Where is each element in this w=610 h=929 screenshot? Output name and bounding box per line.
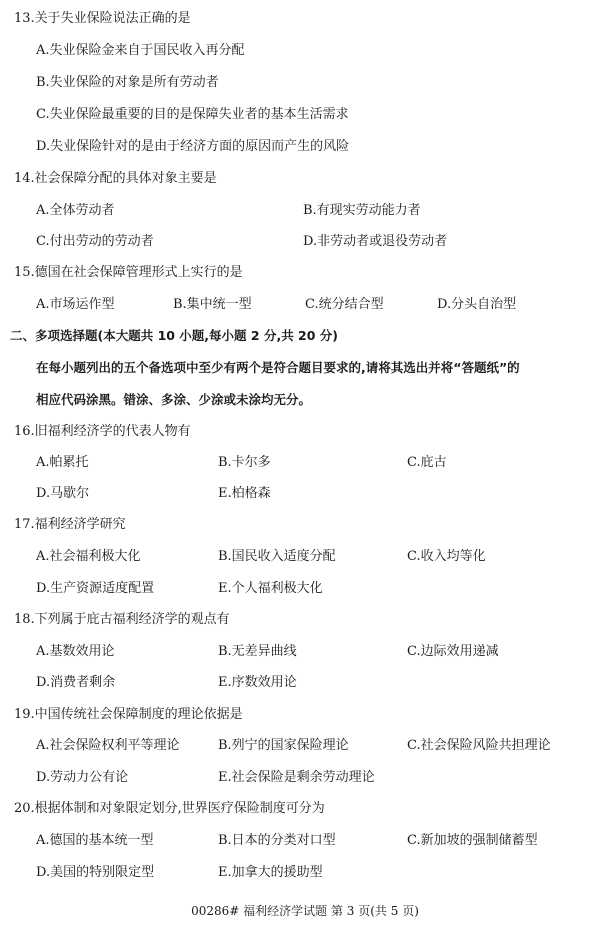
question-16-option-a: A.帕累托	[36, 455, 89, 470]
question-17-option-e: E.个人福利极大化	[218, 581, 323, 596]
section-2-title: 二、多项选择题(本大题共 10 小题,每小题 2 分,共 20 分)	[10, 328, 339, 343]
question-19-option-a: A.社会保险权利平等理论	[36, 738, 180, 753]
question-18-option-e: E.序数效用论	[218, 675, 297, 690]
question-17-option-b: B.国民收入适度分配	[218, 549, 336, 564]
question-18-option-d: D.消费者剩余	[36, 675, 116, 690]
question-15-option-c: C.统分结合型	[305, 297, 384, 312]
question-15-option-b: B.集中统一型	[173, 297, 252, 312]
question-15-option-a: A.市场运作型	[36, 297, 115, 312]
question-19-option-b: B.列宁的国家保险理论	[218, 738, 349, 753]
question-18-stem: 18.下列属于庇古福利经济学的观点有	[14, 612, 230, 627]
question-16-option-d: D.马歇尔	[36, 486, 90, 501]
question-20-option-b: B.日本的分类对口型	[218, 833, 336, 848]
question-13-option-d: D.失业保险针对的是由于经济方面的原因而产生的风险	[36, 139, 350, 154]
question-14-option-a: A.全体劳动者	[36, 203, 115, 218]
question-16-option-b: B.卡尔多	[218, 455, 271, 470]
question-18-option-b: B.无差异曲线	[218, 644, 297, 659]
question-17-stem: 17.福利经济学研究	[14, 517, 126, 532]
question-20-stem: 20.根据体制和对象限定划分,世界医疗保险制度可分为	[14, 801, 325, 816]
question-14-option-c: C.付出劳动的劳动者	[36, 234, 154, 249]
question-17-option-a: A.社会福利极大化	[36, 549, 141, 564]
question-19-option-d: D.劳动力公有论	[36, 770, 129, 785]
question-19-option-c: C.社会保险风险共担理论	[407, 738, 551, 753]
page-footer: 00286# 福利经济学试题 第 3 页(共 5 页)	[191, 904, 419, 918]
question-16-stem: 16.旧福利经济学的代表人物有	[14, 424, 191, 439]
question-13-option-b: B.失业保险的对象是所有劳动者	[36, 75, 219, 90]
question-20-option-c: C.新加坡的强制储蓄型	[407, 833, 538, 848]
question-14-stem: 14.社会保障分配的具体对象主要是	[14, 171, 217, 186]
question-15-option-d: D.分头自治型	[437, 297, 517, 312]
question-17-option-d: D.生产资源适度配置	[36, 581, 155, 596]
section-2-instruction-line-2: 相应代码涂黑。错涂、多涂、少涂或未涂均无分。	[36, 392, 312, 407]
question-13-option-c: C.失业保险最重要的目的是保障失业者的基本生活需求	[36, 107, 349, 122]
question-13-stem: 13.关于失业保险说法正确的是	[14, 11, 191, 26]
question-20-option-a: A.德国的基本统一型	[36, 833, 154, 848]
question-18-option-c: C.边际效用递减	[407, 644, 499, 659]
question-18-option-a: A.基数效用论	[36, 644, 115, 659]
question-14-option-b: B.有现实劳动能力者	[303, 203, 421, 218]
question-19-stem: 19.中国传统社会保障制度的理论依据是	[14, 707, 243, 722]
question-16-option-e: E.柏格森	[218, 486, 271, 501]
question-20-option-d: D.美国的特别限定型	[36, 865, 155, 880]
question-13-option-a: A.失业保险金来自于国民收入再分配	[36, 43, 245, 58]
question-19-option-e: E.社会保险是剩余劳动理论	[218, 770, 375, 785]
question-15-stem: 15.德国在社会保障管理形式上实行的是	[14, 265, 243, 280]
question-16-option-c: C.庇古	[407, 455, 447, 470]
section-2-instruction-line-1: 在每小题列出的五个备选项中至少有两个是符合题目要求的,请将其选出并将“答题纸”的	[36, 360, 520, 375]
question-14-option-d: D.非劳动者或退役劳动者	[303, 234, 448, 249]
question-20-option-e: E.加拿大的援助型	[218, 865, 323, 880]
question-17-option-c: C.收入均等化	[407, 549, 486, 564]
